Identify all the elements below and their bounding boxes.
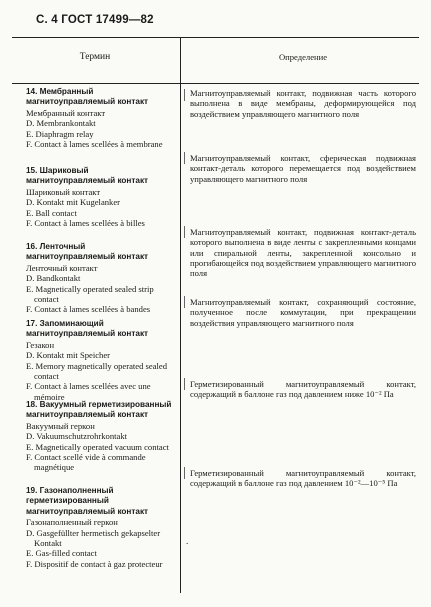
definition-16: Магнитоуправляемый контакт, подвижная контакт-деталь которого выполнена в виде ленты с закрепленными концами или спиральной ленты, закрепленной консольно и прогибающейся под воздействием управляющего магнитного поля (190, 227, 416, 279)
term-english: E. Magnetically operated sealed strip contact (26, 283, 154, 305)
column-header-definition: Определение (278, 52, 328, 62)
term-synonym: Мембранный контакт (26, 107, 106, 118)
term-title: 16. Ленточный магнитоуправляемый контакт (26, 242, 149, 262)
term-title: 17. Запоминающий магнитоуправляемый контакт (26, 319, 149, 339)
term-synonym: Шариковый контакт (26, 186, 101, 197)
term-synonym: Ленточный контакт (26, 262, 98, 273)
term-french: F. Contact à lames scellées à billes (26, 218, 145, 229)
term-title: 14. Мембранный магнитоуправляемый контакт (26, 87, 149, 107)
term-entry-14 (26, 87, 176, 166)
term-french: F. Dispositif de contact à gaz protecteur (26, 558, 163, 569)
term-synonym: Гезакон (26, 339, 55, 350)
term-french: F. Contact à lames scellées à membrane (26, 139, 163, 150)
column-header-term: Термин (79, 52, 111, 62)
term-german: D. Kontakt mit Kugelanker (26, 197, 121, 208)
term-english: E. Gas-filled contact (26, 548, 97, 559)
table-top-rule (12, 37, 419, 38)
definition-14: Магнитоуправляемый контакт, подвижная часть которого выполнена в виде мембраны, деформирующейся под воздействием управляющего магнитного поля (190, 88, 416, 119)
term-english: E. Memory magnetically operated sealed contact (26, 360, 168, 382)
page-header: С. 4 ГОСТ 17499—82 (36, 14, 154, 26)
term-entry-19 (26, 486, 176, 569)
terms-column (26, 87, 176, 569)
term-french: F. Contact à lames scellées avec une mémoire (26, 381, 151, 402)
term-title: 15. Шариковый магнитоуправляемый контакт (26, 166, 149, 186)
term-english: E. Diaphragm relay (26, 128, 94, 139)
table-header-rule (12, 83, 419, 84)
margin-mark (184, 89, 189, 101)
definition-18: Герметизированный магнитоуправляемый контакт, содержащий в баллоне газ под давлением ниже 10⁻² Па (190, 379, 416, 400)
term-entry-16 (26, 242, 176, 319)
definition-15: Магнитоуправляемый контакт, сферическая подвижная контакт-деталь которого перемещается под воздействием управляющего магнитного поля (190, 153, 416, 184)
margin-mark (184, 226, 189, 238)
margin-mark (184, 296, 189, 308)
column-divider (180, 37, 181, 593)
margin-mark (184, 378, 189, 390)
term-english: E. Magnetically operated vacuum contact (26, 441, 169, 452)
definition-17: Магнитоуправляемый контакт, сохраняющий состояние, полученное после коммутации, при прекращении воздействия управляющего магнитного поля (190, 297, 416, 328)
term-german: D. Membrankontakt (26, 118, 96, 129)
term-german: D. Bandkontakt (26, 273, 81, 284)
margin-mark (184, 467, 189, 479)
margin-mark (184, 152, 189, 164)
term-synonym: Газонаполненный геркон (26, 517, 118, 528)
term-entry-18 (26, 400, 176, 486)
term-synonym: Вакуумный геркон (26, 420, 95, 431)
term-french: F. Contact scellé vide à commande magnétique (26, 452, 146, 473)
term-title: 19. Газонаполненный герметизированный магнитоуправляемый контакт (26, 486, 149, 516)
term-title: 18. Вакуумный герметизированный магнитоуправляемый контакт (26, 400, 172, 420)
term-english: E. Ball contact (26, 207, 77, 218)
margin-dot: . (186, 536, 189, 546)
term-entry-17 (26, 319, 176, 400)
term-entry-15 (26, 166, 176, 242)
term-german: D. Gasgefüllter hermetisch gekapselter Kontakt (26, 527, 161, 549)
term-french: F. Contact à lames scellées à bandes (26, 304, 151, 315)
term-german: D. Kontakt mit Speicher (26, 350, 111, 361)
definition-19: Герметизированный магнитоуправляемый контакт, содержащий в баллоне газ под давлением 10⁻²—10⁻⁵ Па (190, 468, 416, 489)
term-german: D. Vakuumschutzrohrkontakt (26, 431, 128, 442)
